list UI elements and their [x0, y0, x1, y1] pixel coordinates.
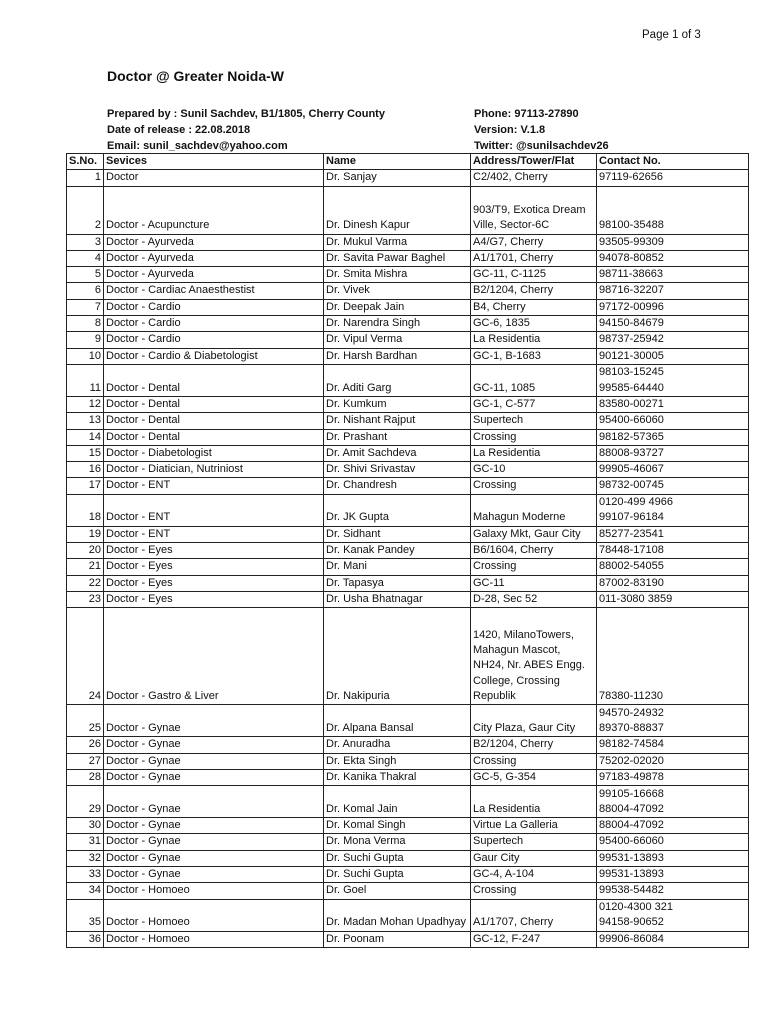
row-address: City Plaza, Gaur City — [471, 705, 597, 737]
header-address: Address/Tower/Flat — [471, 154, 597, 170]
table-row — [67, 234, 749, 250]
row-sno: 33 — [67, 867, 104, 883]
row-name: Dr. Sanjay — [324, 170, 471, 186]
row-service: Doctor - Cardio — [104, 332, 324, 348]
row-contact: 93505-99309 — [597, 234, 749, 250]
header-name: Name — [324, 154, 471, 170]
table-row — [67, 931, 749, 947]
contact-number-line: 94570-24932 — [599, 706, 664, 719]
table-row — [67, 299, 749, 315]
row-name: Dr. Dinesh Kapur — [324, 186, 471, 234]
row-contact: 99531-13893 — [597, 850, 749, 866]
row-sno: 25 — [67, 705, 104, 737]
row-name: Dr. Savita Pawar Baghel — [324, 250, 471, 266]
table-row — [67, 899, 749, 931]
contact-number-line: 99585-64440 — [599, 381, 664, 394]
row-name: Dr. Anuradha — [324, 737, 471, 753]
row-contact: 75202-02020 — [597, 753, 749, 769]
row-name: Dr. Suchi Gupta — [324, 850, 471, 866]
table-row — [67, 834, 749, 850]
table-row — [67, 170, 749, 186]
row-service: Doctor - Gynae — [104, 737, 324, 753]
row-address: B2/1204, Cherry — [471, 737, 597, 753]
row-address: Crossing — [471, 883, 597, 899]
row-service: Doctor - Dental — [104, 364, 324, 396]
row-sno: 29 — [67, 786, 104, 818]
row-contact — [597, 786, 749, 818]
row-name: Dr. Suchi Gupta — [324, 867, 471, 883]
row-name: Dr. Shivi Srivastav — [324, 462, 471, 478]
row-service: Doctor - Homoeo — [104, 883, 324, 899]
table-row — [67, 769, 749, 785]
row-contact: 87002-83190 — [597, 575, 749, 591]
row-name: Dr. Goel — [324, 883, 471, 899]
table-row — [67, 250, 749, 266]
row-service: Doctor - Gynae — [104, 818, 324, 834]
row-address: Supertech — [471, 413, 597, 429]
row-contact: 98737-25942 — [597, 332, 749, 348]
contact-number-line: 99105-16668 — [599, 787, 664, 800]
row-name: Dr. Tapasya — [324, 575, 471, 591]
row-service: Doctor - Dental — [104, 413, 324, 429]
row-service: Doctor - Cardio & Diabetologist — [104, 348, 324, 364]
row-sno: 18 — [67, 494, 104, 526]
row-name: Dr. Mani — [324, 559, 471, 575]
row-service: Doctor - Eyes — [104, 559, 324, 575]
row-name: Dr. Chandresh — [324, 478, 471, 494]
table-row — [67, 267, 749, 283]
row-address: A4/G7, Cherry — [471, 234, 597, 250]
row-name: Dr. Harsh Bardhan — [324, 348, 471, 364]
row-name: Dr. Narendra Singh — [324, 316, 471, 332]
contact-number-line: 88004-47092 — [599, 802, 664, 815]
row-sno: 19 — [67, 526, 104, 542]
table-row — [67, 543, 749, 559]
row-name: Dr. Mona Verma — [324, 834, 471, 850]
row-name: Dr. Alpana Bansal — [324, 705, 471, 737]
row-contact — [597, 899, 749, 931]
email: Email: sunil_sachdev@yahoo.com — [107, 140, 288, 152]
row-contact: 85277-23541 — [597, 526, 749, 542]
table-row — [67, 608, 749, 705]
table-row — [67, 429, 749, 445]
row-sno: 22 — [67, 575, 104, 591]
header-contact: Contact No. — [597, 154, 749, 170]
row-service: Doctor - Ayurveda — [104, 250, 324, 266]
row-service: Doctor - ENT — [104, 478, 324, 494]
row-contact: 98716-32207 — [597, 283, 749, 299]
row-name: Dr. Komal Singh — [324, 818, 471, 834]
row-contact — [597, 494, 749, 526]
row-service: Doctor - Eyes — [104, 543, 324, 559]
row-sno: 34 — [67, 883, 104, 899]
version: Version: V.1.8 — [474, 124, 546, 136]
row-service: Doctor - Gynae — [104, 867, 324, 883]
row-name: Dr. Vipul Verma — [324, 332, 471, 348]
row-service: Doctor - Dental — [104, 396, 324, 412]
row-sno: 9 — [67, 332, 104, 348]
row-sno: 36 — [67, 931, 104, 947]
row-service: Doctor - ENT — [104, 494, 324, 526]
row-contact: 97172-00996 — [597, 299, 749, 315]
row-contact: 88004-47092 — [597, 818, 749, 834]
row-service: Doctor - Ayurveda — [104, 234, 324, 250]
row-contact: 83580-00271 — [597, 396, 749, 412]
row-sno: 32 — [67, 850, 104, 866]
row-name: Dr. Madan Mohan Upadhyay — [324, 899, 471, 931]
header-services: Sevices — [104, 154, 324, 170]
row-contact: 95400-66060 — [597, 413, 749, 429]
row-sno: 11 — [67, 364, 104, 396]
row-address: Galaxy Mkt, Gaur City — [471, 526, 597, 542]
table-row — [67, 478, 749, 494]
table-row — [67, 883, 749, 899]
row-sno: 4 — [67, 250, 104, 266]
row-address: Crossing — [471, 559, 597, 575]
row-name: Dr. Amit Sachdeva — [324, 445, 471, 461]
row-service: Doctor - Dental — [104, 429, 324, 445]
document-title: Doctor @ Greater Noida-W — [107, 68, 285, 84]
row-sno: 35 — [67, 899, 104, 931]
row-address: Supertech — [471, 834, 597, 850]
table-row — [67, 850, 749, 866]
row-address: Gaur City — [471, 850, 597, 866]
row-address: B4, Cherry — [471, 299, 597, 315]
contact-number-line: 94158-90652 — [599, 916, 664, 929]
contact-number-line: 0120-499 4966 — [599, 496, 674, 509]
row-address: Crossing — [471, 429, 597, 445]
row-contact — [597, 364, 749, 396]
row-address: GC-6, 1835 — [471, 316, 597, 332]
row-contact: 99905-46067 — [597, 462, 749, 478]
row-service: Doctor - Gynae — [104, 769, 324, 785]
row-service: Doctor - Homoeo — [104, 899, 324, 931]
row-address: Crossing — [471, 753, 597, 769]
row-address: B6/1604, Cherry — [471, 543, 597, 559]
row-address: GC-1, B-1683 — [471, 348, 597, 364]
row-sno: 8 — [67, 316, 104, 332]
row-contact: 98100-35488 — [597, 186, 749, 234]
table-row — [67, 786, 749, 818]
row-service: Doctor - Cardio — [104, 316, 324, 332]
table-row — [67, 591, 749, 607]
table-row — [67, 753, 749, 769]
row-service: Doctor - Cardiac Anaesthestist — [104, 283, 324, 299]
row-service: Doctor - Gynae — [104, 753, 324, 769]
row-address: GC-10 — [471, 462, 597, 478]
row-contact: 88008-93727 — [597, 445, 749, 461]
row-address: 903/T9, Exotica Dream Ville, Sector-6C — [471, 186, 597, 234]
contact-number-line: 99107-96184 — [599, 511, 664, 524]
row-service: Doctor - Homoeo — [104, 931, 324, 947]
row-service: Doctor - Gynae — [104, 705, 324, 737]
row-contact: 95400-66060 — [597, 834, 749, 850]
row-name: Dr. Aditi Garg — [324, 364, 471, 396]
row-sno: 6 — [67, 283, 104, 299]
row-service: Doctor - Acupuncture — [104, 186, 324, 234]
row-contact: 90121-30005 — [597, 348, 749, 364]
table-row — [67, 818, 749, 834]
row-service: Doctor - Gynae — [104, 786, 324, 818]
row-name: Dr. Prashant — [324, 429, 471, 445]
row-sno: 16 — [67, 462, 104, 478]
table-row — [67, 396, 749, 412]
row-contact: 78448-17108 — [597, 543, 749, 559]
row-name: Dr. Kanika Thakral — [324, 769, 471, 785]
row-sno: 2 — [67, 186, 104, 234]
row-contact: 97183-49878 — [597, 769, 749, 785]
header-sno: S.No. — [67, 154, 104, 170]
row-sno: 12 — [67, 396, 104, 412]
table-row — [67, 867, 749, 883]
row-address: La Residentia — [471, 332, 597, 348]
row-service: Doctor - Diatician, Nutriniost — [104, 462, 324, 478]
row-name: Dr. Poonam — [324, 931, 471, 947]
table-row — [67, 413, 749, 429]
row-sno: 30 — [67, 818, 104, 834]
row-sno: 15 — [67, 445, 104, 461]
table-row — [67, 705, 749, 737]
row-sno: 27 — [67, 753, 104, 769]
contact-number-line: 89370-88837 — [599, 721, 664, 734]
row-address: GC-11, C-1125 — [471, 267, 597, 283]
row-address: A1/1707, Cherry — [471, 899, 597, 931]
row-contact: 97119-62656 — [597, 170, 749, 186]
row-contact: 99531-13893 — [597, 867, 749, 883]
table-row — [67, 186, 749, 234]
row-contact: 88002-54055 — [597, 559, 749, 575]
table-row — [67, 737, 749, 753]
row-sno: 10 — [67, 348, 104, 364]
row-contact: 98182-57365 — [597, 429, 749, 445]
row-address: GC-12, F-247 — [471, 931, 597, 947]
row-name: Dr. Ekta Singh — [324, 753, 471, 769]
row-sno: 14 — [67, 429, 104, 445]
row-contact: 98732-00745 — [597, 478, 749, 494]
row-name: Dr. Nakipuria — [324, 608, 471, 705]
row-sno: 21 — [67, 559, 104, 575]
row-contact — [597, 705, 749, 737]
row-name: Dr. Usha Bhatnagar — [324, 591, 471, 607]
row-service: Doctor - ENT — [104, 526, 324, 542]
table-row — [67, 332, 749, 348]
row-contact: 94150-84679 — [597, 316, 749, 332]
row-service: Doctor — [104, 170, 324, 186]
row-address: D-28, Sec 52 — [471, 591, 597, 607]
release-date: Date of release : 22.08.2018 — [107, 124, 251, 136]
row-address: La Residentia — [471, 786, 597, 818]
row-service: Doctor - Diabetologist — [104, 445, 324, 461]
row-sno: 28 — [67, 769, 104, 785]
row-service: Doctor - Gynae — [104, 850, 324, 866]
table-header-row — [67, 154, 749, 170]
row-name: Dr. Smita Mishra — [324, 267, 471, 283]
row-service: Doctor - Cardio — [104, 299, 324, 315]
row-address: Mahagun Moderne — [471, 494, 597, 526]
row-sno: 17 — [67, 478, 104, 494]
row-service: Doctor - Eyes — [104, 591, 324, 607]
row-name: Dr. Kanak Pandey — [324, 543, 471, 559]
table-row — [67, 494, 749, 526]
table-row — [67, 526, 749, 542]
row-sno: 23 — [67, 591, 104, 607]
row-name: Dr. Vivek — [324, 283, 471, 299]
row-name: Dr. Komal Jain — [324, 786, 471, 818]
prepared-by: Prepared by : Sunil Sachdev, B1/1805, Cherry County — [107, 108, 385, 120]
table-row — [67, 348, 749, 364]
row-service: Doctor - Ayurveda — [104, 267, 324, 283]
row-contact: 78380-11230 — [597, 608, 749, 705]
row-contact: 011-3080 3859 — [597, 591, 749, 607]
row-address: Crossing — [471, 478, 597, 494]
contact-number-line: 98103-15245 — [599, 366, 664, 379]
contact-number-line: 0120-4300 321 — [599, 901, 674, 914]
row-sno: 13 — [67, 413, 104, 429]
row-address: GC-1, C-577 — [471, 396, 597, 412]
table-row — [67, 559, 749, 575]
table-row — [67, 283, 749, 299]
row-contact: 99538-54482 — [597, 883, 749, 899]
row-address: GC-5, G-354 — [471, 769, 597, 785]
row-contact: 94078-80852 — [597, 250, 749, 266]
row-name: Dr. Mukul Varma — [324, 234, 471, 250]
doctor-table — [66, 153, 749, 948]
row-address: GC-11, 1085 — [471, 364, 597, 396]
row-name: Dr. Deepak Jain — [324, 299, 471, 315]
row-name: Dr. Nishant Rajput — [324, 413, 471, 429]
row-sno: 5 — [67, 267, 104, 283]
row-sno: 3 — [67, 234, 104, 250]
row-address: C2/402, Cherry — [471, 170, 597, 186]
table-row — [67, 575, 749, 591]
phone: Phone: 97113-27890 — [474, 108, 579, 120]
row-sno: 7 — [67, 299, 104, 315]
row-name: Dr. JK Gupta — [324, 494, 471, 526]
row-address: Virtue La Galleria — [471, 818, 597, 834]
row-name: Dr. Kumkum — [324, 396, 471, 412]
row-address: GC-11 — [471, 575, 597, 591]
table-row — [67, 462, 749, 478]
row-sno: 26 — [67, 737, 104, 753]
row-address: 1420, MilanoTowers, Mahagun Mascot, NH24, Nr. ABES Engg. College, Crossing Republik — [471, 608, 597, 705]
row-sno: 20 — [67, 543, 104, 559]
row-service: Doctor - Eyes — [104, 575, 324, 591]
row-sno: 1 — [67, 170, 104, 186]
table-row — [67, 445, 749, 461]
row-address: A1/1701, Cherry — [471, 250, 597, 266]
row-address: La Residentia — [471, 445, 597, 461]
row-name: Dr. Sidhant — [324, 526, 471, 542]
table-row — [67, 316, 749, 332]
page-number: Page 1 of 3 — [642, 29, 701, 41]
row-service: Doctor - Gastro & Liver — [104, 608, 324, 705]
table-row — [67, 364, 749, 396]
row-contact: 98182-74584 — [597, 737, 749, 753]
row-sno: 31 — [67, 834, 104, 850]
row-contact: 99906-86084 — [597, 931, 749, 947]
row-address: GC-4, A-104 — [471, 867, 597, 883]
row-contact: 98711-38663 — [597, 267, 749, 283]
row-service: Doctor - Gynae — [104, 834, 324, 850]
twitter: Twitter: @sunilsachdev26 — [474, 140, 609, 152]
row-sno: 24 — [67, 608, 104, 705]
row-address: B2/1204, Cherry — [471, 283, 597, 299]
